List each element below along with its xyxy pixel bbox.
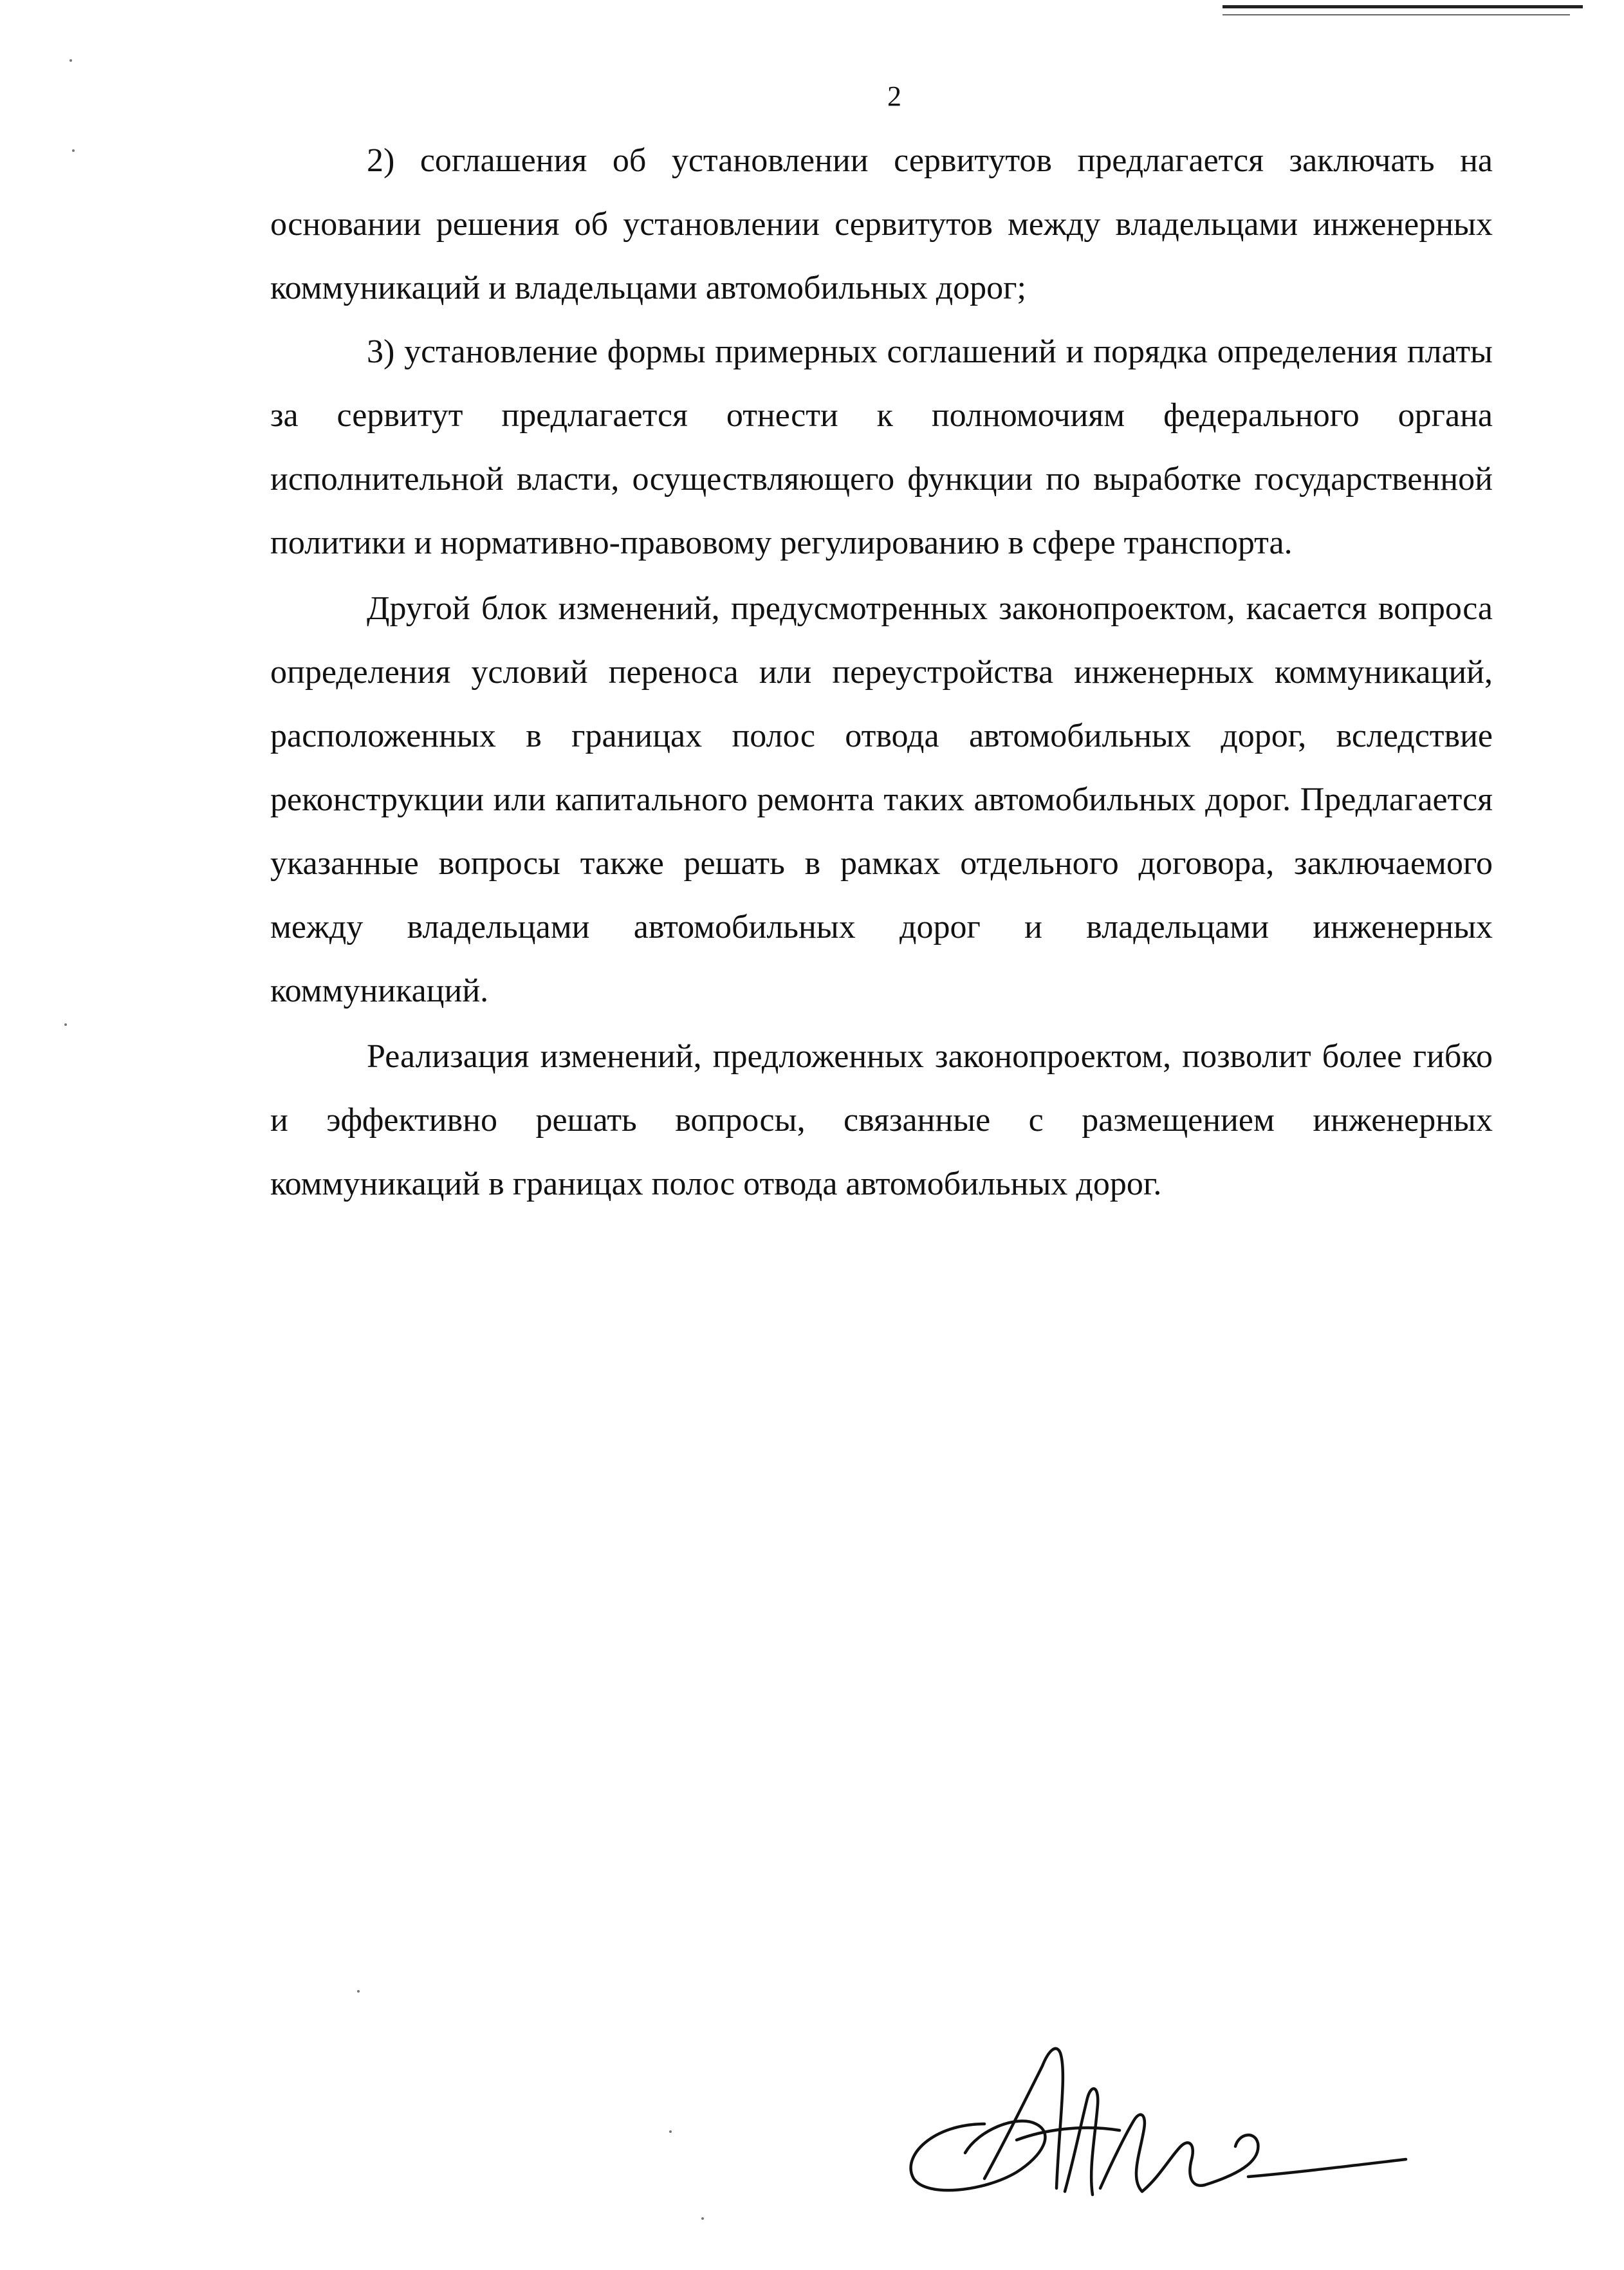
scan-speck [72, 149, 75, 152]
scan-speck [357, 1990, 360, 1993]
paragraph-conclusion: Реализация изменений, предложенных законопроектом, позволит более гибко и эффективно решать вопросы, связанные с размещением инженерных коммуникаций в границах полос отвода автомобильных дорог. [270, 1038, 1493, 1202]
scan-speck [701, 2217, 704, 2220]
handwritten-signature [888, 2027, 1416, 2208]
paragraph-item-2: 2) соглашения об установлении сервитутов предлагается заключать на основании решения об установлении сервитутов между владельцами инженерных коммуникаций и владельцами автомобильных дорог; [270, 142, 1493, 306]
scan-speck [669, 2130, 672, 2133]
scan-edge-line-thin [1223, 14, 1570, 15]
page-number: 2 [887, 80, 901, 112]
paragraph-item-3: 3) установление формы примерных соглашений и порядка определения платы за сервитут предлагается отнести к полномочиям федерального органа исполнительной власти, осуществляющего функции по выработке государственной политики и нормативно-правовому регулированию в сфере транспорта. [270, 333, 1493, 561]
paragraph-other-block: Другой блок изменений, предусмотренных законопроектом, касается вопроса определения условий переноса или переустройства инженерных коммуникаций, расположенных в границах полос отвода автомобильных дорог, вследствие реконструкции или капитального ремонта таких автомобильных дорог. Предлагается указанные вопросы также решать в рамках отдельного договора, заключаемого между владельцами автомобильных дорог и владельцами инженерных коммуникаций. [270, 590, 1493, 1009]
document-body [270, 129, 1493, 1216]
scan-speck [69, 59, 72, 62]
scan-speck [64, 1023, 67, 1026]
scan-edge-line [1223, 5, 1583, 8]
